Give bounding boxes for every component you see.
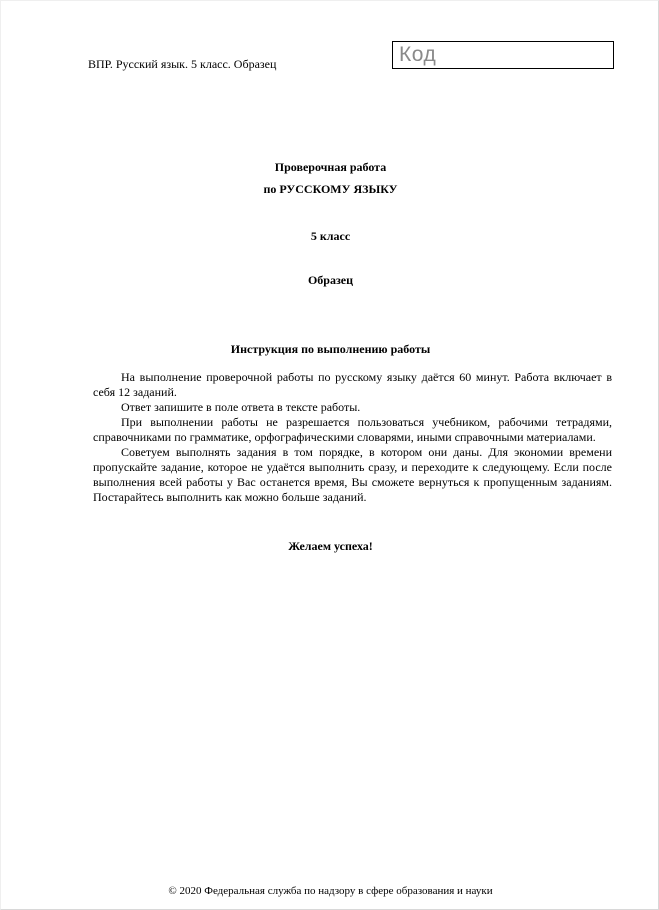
title-line-1: Проверочная работа (274, 160, 387, 174)
copyright-footer: © 2020 Федеральная служба по надзору в сфере образования и науки (168, 885, 493, 897)
title-line-2: по РУССКОМУ ЯЗЫКУ (263, 182, 398, 196)
instruction-paragraph: Ответ запишите в поле ответа в тексте работы. (121, 400, 361, 414)
grade-title: 5 класс (310, 229, 351, 243)
instruction-paragraph: Советуем выполнять задания в том порядке, в котором они даны. Для экономии времени пропускайте задание, которое не удаётся выполнить сразу, и переходите к следующему. Если после выполнения всей работы у Вас останется время, Вы сможете вернуться к пропущенным заданиям. Постарайтесь выполнить как можно больше заданий. (93, 445, 612, 504)
wish-text: Желаем успеха! (288, 539, 373, 553)
instructions-body (93, 370, 612, 505)
instructions-heading: Инструкция по выполнению работы (230, 342, 431, 356)
instruction-paragraph: На выполнение проверочной работы по русскому языку даётся 60 минут. Работа включает в себя 12 заданий. (93, 370, 612, 399)
code-field-box (392, 41, 614, 69)
running-header: ВПР. Русский язык. 5 класс. Образец (88, 57, 277, 71)
variant-title: Образец (307, 273, 354, 287)
code-label: Код (399, 43, 437, 66)
instruction-paragraph: При выполнении работы не разрешается пользоваться учебником, рабочими тетрадями, справочниками по грамматике, орфографическими словарями, иными справочными материалами. (93, 415, 612, 444)
